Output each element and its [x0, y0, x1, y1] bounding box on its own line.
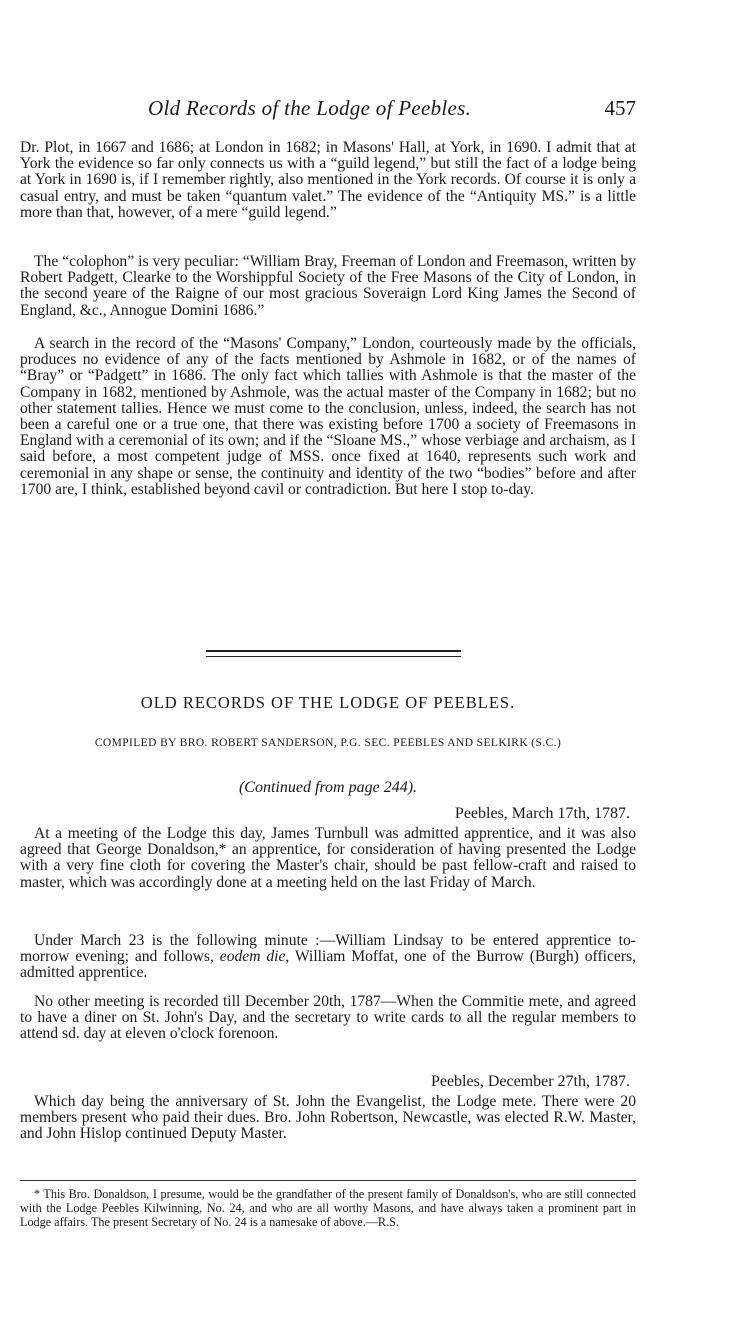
page-number: 457: [604, 96, 636, 120]
article-paragraph: At a meeting of the Lodge this day, James Turnbull was admitted apprentice, and it was also agreed that George Donaldson,* an apprentice, for consideration of having presented the Lodge with a very fine cloth for covering the Master's chair, should be past fellow-craft and raised to master, which was accordingly done at a meeting held on the last Friday of March.: [20, 825, 636, 891]
dateline: Peebles, December 27th, 1787.: [430, 1073, 630, 1090]
prior-article-paragraph: A search in the record of the “Masons' Company,” London, courteously made by the officials, produces no evidence of any of the facts mentioned by Ashmole in 1682, or of the names of “Bray” or “Padgett” in 1686. The only fact which tallies with Ashmole is that the master of the Company in 1682, mentioned by Ashmole, was the actual master of the Company in 1682; but no other statement tallies. Hence we must come to the conclusion, unless, indeed, the search has not been a careful one or a true one, that there was existing before 1700 a society of Freemasons in England with a ceremonial of its own; and if the “Sloane MS.,” whose verbiage and archaism, as I said before, a most competent judge of MSS. once fixed at 1640, represents such work and ceremonial in any shape or sense, the continuity and identity of the two “bodies” before and after 1700 are, I think, established beyond cavil or contradiction. But here I stop to-day.: [20, 335, 636, 498]
running-head: [20, 96, 636, 126]
prior-article-paragraph: The “colophon” is very peculiar: “William Bray, Freeman of London and Freemason, written by Robert Padgett, Clearke to the Worshippful Society of the Free Masons of the City of London, in the second yeare of the Raigne of our most gracious Soveraign Lord King James the Second of England, &c., Annogue Domini 1686.”: [20, 253, 636, 319]
continued-text: (Continued from page 244).: [238, 779, 418, 796]
article-byline: COMPILED BY BRO. ROBERT SANDERSON, P.G. SEC. PEEBLES AND SELKIRK (S.C.): [94, 737, 562, 749]
dateline: Peebles, March 17th, 1787.: [454, 805, 630, 822]
article-paragraph: No other meeting is recorded till December 20th, 1787—When the Commitie mete, and agreed to have a diner on St. John's Day, and the secretary to write cards to all the regular members to attend sd. day at eleven o'clock forenoon.: [20, 993, 636, 1043]
continued-note: [20, 779, 636, 797]
section-divider: [206, 656, 461, 657]
paragraph-text: Under March 23 is the following minute :—William Lindsay to be entered apprentice to-morrow evening; and follows,: [20, 932, 636, 966]
article-title: OLD RECORDS OF THE LODGE OF PEEBLES.: [140, 693, 516, 712]
running-head-title: Old Records of the Lodge of Peebles.: [148, 96, 472, 120]
prior-article-paragraph: Dr. Plot, in 1667 and 1686; at London in 1682; in Masons' Hall, at York, in 1690. I admit that at York the evidence so far only connects us with a “guild legend,” but still the fact of a lodge being at York in 1690 is, if I remember rightly, also mentioned in the York records. Of course it is only a casual entry, and must be taken “quantum valet.” The evidence of the “Antiquity MS.” is a little more than that, however, of a mere “guild legend.”: [20, 139, 636, 221]
paragraph-text: , William Moffat, one of the Burrow (Burgh) officers, admitted apprentice.: [20, 948, 636, 982]
article-paragraph: [20, 933, 636, 982]
section-divider: [206, 650, 461, 652]
footnote-rule: [20, 1180, 636, 1181]
latin-phrase: eodem die: [219, 948, 286, 966]
article-paragraph: Which day being the anniversary of St. John the Evangelist, the Lodge mete. There were 20 members present who paid their dues. Bro. John Robertson, Newcastle, was elected R.W. Master, and John Hislop continued Deputy Master.: [20, 1093, 636, 1143]
footnote: * This Bro. Donaldson, I presume, would be the grandfather of the present family of Donaldson's, who are still connected with the Lodge Peebles Kilwinning, No. 24, and who are all worthy Masons, and have always taken a prominent part in Lodge affairs. The present Secretary of No. 24 is a namesake of above.—R.S.: [20, 1187, 636, 1229]
